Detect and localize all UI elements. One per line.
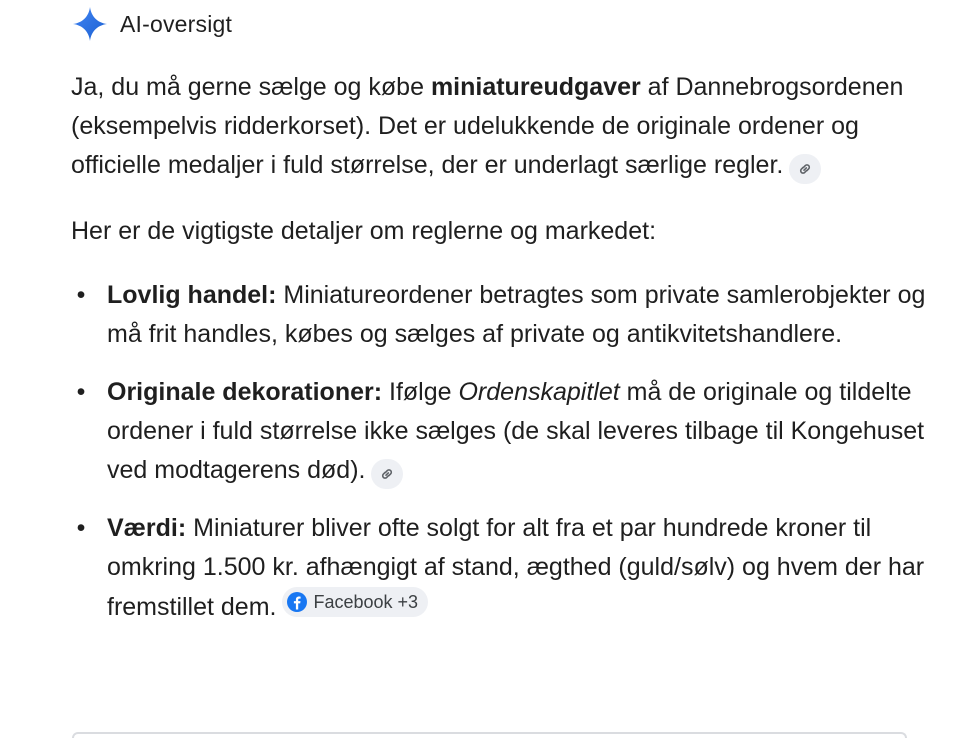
list-item-text: Ifølge [382, 378, 459, 406]
list-item [71, 276, 931, 354]
ai-overview-header [72, 4, 232, 44]
bullet-marker: • [76, 378, 86, 406]
list-item-italic: Ordenskapitlet [458, 378, 620, 406]
ai-overview-title: AI-oversigt [120, 10, 233, 37]
ai-overview-content [71, 68, 931, 646]
list-item-text: Miniatureordener betragtes som private samlerobjekter og må frit handles, købes og sælges af private og antikvitetshandlere. [107, 281, 926, 348]
list-item-label: Værdi: [107, 514, 187, 542]
facebook-icon [287, 592, 307, 612]
bullet-marker: • [76, 281, 86, 309]
list-item-text: må de originale og tildelte ordener i fuld størrelse ikke sælges (de skal leveres tilbage til Kongehuset ved modtagerens død). [107, 378, 925, 484]
bullet-marker: • [76, 514, 86, 542]
link-icon [797, 161, 813, 177]
list-item [71, 509, 931, 627]
list-item [71, 373, 931, 490]
gemini-sparkle-icon [72, 6, 108, 42]
source-chip-label: Facebook +3 [313, 592, 419, 612]
list-item-label: Lovlig handel: [107, 281, 277, 309]
source-link-chip[interactable] [789, 154, 821, 184]
intro-paragraph [71, 68, 931, 185]
details-list [71, 276, 931, 627]
list-item-label: Originale dekorationer: [107, 378, 383, 406]
source-link-chip[interactable] [371, 459, 403, 489]
intro-text-2: af Dannebrogsordenen (eksempelvis ridderkorset). Det er udelukkende de originale ordener og officielle medaljer i fuld størrelse, der er underlagt særlige regler. [71, 73, 904, 179]
next-card-edge [72, 732, 907, 738]
facebook-source-chip[interactable] [282, 587, 428, 617]
intro-text-1: Ja, du må gerne sælge og købe [71, 73, 431, 101]
lead-paragraph: Her er de vigtigste detaljer om reglerne og markedet: [71, 217, 657, 245]
intro-bold-term: miniatureudgaver [430, 73, 641, 101]
list-item-text: Miniaturer bliver ofte solgt for alt fra et par hundrede kroner til omkring 1.500 kr. afhængigt af stand, ægthed (guld/sølv) og hvem der har fremstillet dem. [107, 514, 925, 621]
link-icon [379, 466, 395, 482]
